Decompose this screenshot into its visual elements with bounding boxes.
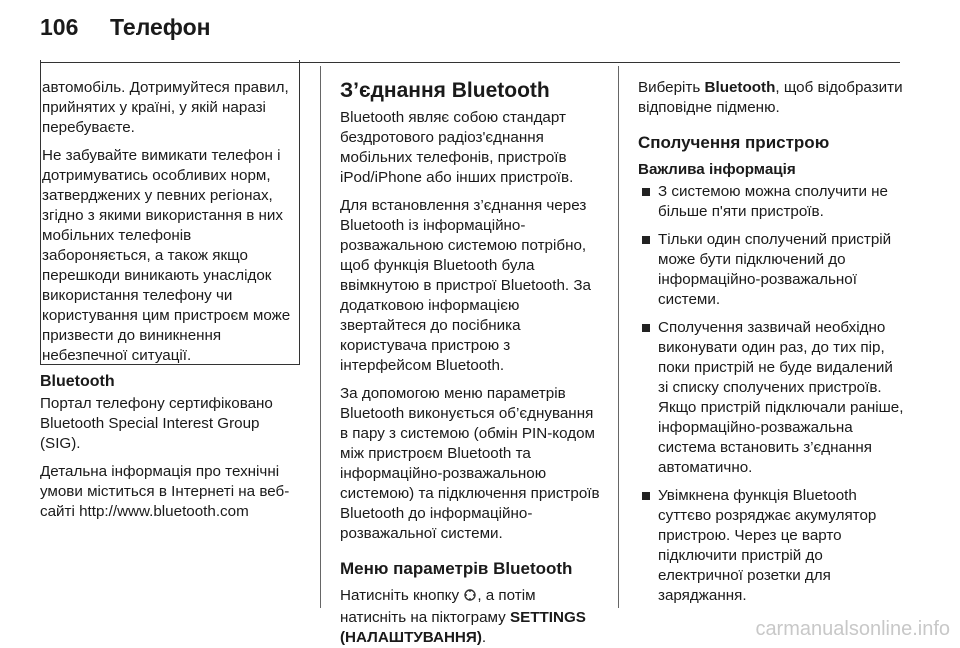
list-item-text: Увімкнена функція Bluetooth суттєво розряджає акумулятор пристрою. Через це варто підключити пристрій до електричної розетки для заряджання. xyxy=(658,487,877,604)
paragraph: Для встановлення з’єднання через Bluetooth із інформаційно-розважальною системою потрібно, щоб функція Bluetooth була ввімкнутою в пристрої Bluetooth. За додатковою інформацією звертайтеся до посібника користувача пристрою з інтерфейсом Bluetooth. xyxy=(340,197,591,374)
page-title: Телефон xyxy=(110,14,211,40)
text-span: Виберіть xyxy=(638,79,701,96)
text-span: , а потім натисніть на піктограму xyxy=(340,587,536,626)
text-span: Натисніть кнопку xyxy=(340,587,460,604)
paragraph: Портал телефону сертифіковано Bluetooth Special Interest Group (SIG). xyxy=(40,395,273,452)
bullet-square-icon xyxy=(642,188,650,196)
bullet-square-icon xyxy=(642,236,650,244)
config-button-icon xyxy=(463,588,477,608)
list-item xyxy=(638,486,906,606)
column-3 xyxy=(638,78,906,614)
list-item-text: Сполучення зазвичай необхідно виконувати один раз, до тих пір, поки пристрій не буде видалений зі списку сполучених пристроїв. Якщо пристрій підключали раніше, інформаційно-розважальна система встановить з’єднання автоматично. xyxy=(658,319,904,476)
paragraph: Детальна інформація про технічні умови міститься в Інтернеті на веб-сайті http://www.bluetooth.com xyxy=(40,463,290,520)
paragraph-intro xyxy=(638,78,906,118)
column-divider xyxy=(320,66,321,608)
list-item-text: Тільки один сполучений пристрій може бути підключений до інформаційно-розважальної системи. xyxy=(658,231,892,308)
paragraph-menu xyxy=(340,586,602,648)
section-heading-device-pairing: Сполучення пристрою xyxy=(638,133,830,152)
section-heading-bluetooth: Bluetooth xyxy=(40,373,115,390)
notice-paragraph: автомобіль. Дотримуйтеся правил, прийнятих у країні, у якій наразі перебуваєте. xyxy=(42,79,289,136)
column-divider xyxy=(618,66,619,608)
list-item-text: З системою можна сполучити не більше п'яти пристроїв. xyxy=(658,183,888,220)
paragraph: Bluetooth являє собою стандарт бездротового радіоз'єднання мобільних телефонів, пристроїв iPod/iPhone або інших пристроїв. xyxy=(340,109,574,186)
important-info-heading: Важлива інформація xyxy=(638,161,796,178)
list-item xyxy=(638,230,906,310)
section-heading-bluetooth-connection: З’єднання Bluetooth xyxy=(340,79,550,102)
bluetooth-label: Bluetooth xyxy=(704,79,776,96)
text-span: , щоб відобразити відповідне підменю. xyxy=(638,79,903,116)
list-item xyxy=(638,318,906,478)
column-2 xyxy=(340,78,602,648)
column-1-lower xyxy=(40,372,302,522)
subheading-bluetooth-settings-menu: Меню параметрів Bluetooth xyxy=(340,559,573,578)
notice-paragraph: Не забувайте вимикати телефон і дотримуватись особливих норм, затверджених у певних регіонах, згідно з якими використання в них мобільних телефонів забороняється, а також якщо перешкоди виникають унаслідок використання телефону чи користування цим пристроєм може призвести до виникнення небезпечної ситуації. xyxy=(42,147,291,364)
bullet-square-icon xyxy=(642,324,650,332)
page-number: 106 xyxy=(40,14,79,40)
bullet-square-icon xyxy=(642,492,650,500)
watermark: carmanualsonline.info xyxy=(755,618,950,640)
settings-label: SETTINGS (НАЛАШТУВАННЯ) xyxy=(340,609,586,646)
list-item xyxy=(638,182,906,222)
notice-text xyxy=(42,78,304,366)
text-span: . xyxy=(481,629,487,646)
paragraph: За допомогою меню параметрів Bluetooth виконується об’єднування в пару з системою (обмін PIN-кодом між пристроєм Bluetooth та інформаційно-розважальною системою) та підключення пристроїв Bluetooth до інформаційно-розважальної системи. xyxy=(340,385,600,542)
bullet-list xyxy=(638,182,906,606)
